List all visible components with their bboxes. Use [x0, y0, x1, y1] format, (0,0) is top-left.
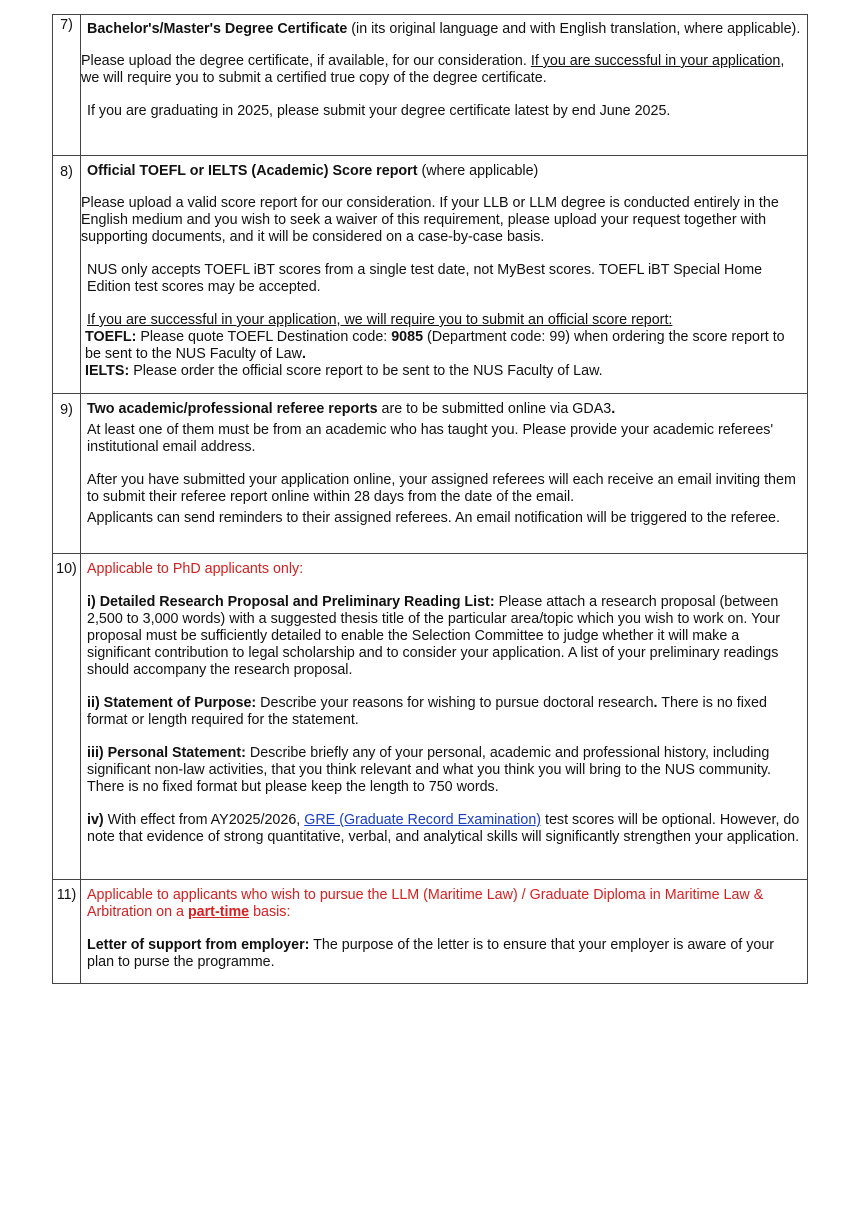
item-title: Two academic/professional referee reports: [87, 401, 378, 417]
employer-letter-item: [81, 937, 803, 971]
row-number: 10): [53, 554, 81, 880]
text: The purpose of the letter is to ensure that your employer is aware of your plan to purse the programme.: [87, 937, 775, 970]
ielts-label: IELTS:: [85, 363, 130, 379]
paragraph: NUS only accepts TOEFL iBT scores from a single test date, not MyBest scores. TOEFL iBT Special Home Edition test scores may be accepted.: [87, 262, 763, 295]
requirements-sheet: [52, 14, 808, 984]
requirement-row-7: [53, 15, 808, 156]
degree-certificate-title: [81, 21, 803, 38]
text: Please order the official score report to be sent to the NUS Faculty of Law.: [129, 363, 603, 379]
row-content: [81, 156, 808, 394]
requirements-table: [52, 14, 808, 984]
gre-item: [81, 812, 803, 846]
row-number: 7): [53, 15, 81, 156]
row-number: 8): [53, 156, 81, 394]
row-content: [81, 554, 808, 880]
paragraph: At least one of them must be from an academic who has taught you. Please provide your academic referees' institutional email address.: [87, 422, 774, 455]
text: Applicable to applicants who wish to pursue the LLM (Maritime Law) / Graduate Diploma in Maritime Law & Arbitration on a: [87, 887, 764, 920]
item-title-note: (in its original language and with English translation, where applicable).: [347, 21, 801, 37]
item-label: iii) Personal Statement:: [87, 745, 246, 761]
item-title: Official TOEFL or IELTS (Academic) Score report: [87, 163, 418, 179]
text: .: [301, 346, 306, 362]
item-label: Letter of support from employer:: [87, 937, 310, 953]
gre-link[interactable]: GRE (Graduate Record Examination): [304, 812, 542, 828]
maritime-heading: [81, 887, 803, 921]
paragraph: Applicants can send reminders to their assigned referees. An email notification will be triggered to the referee.: [87, 510, 780, 526]
text: (Department code: 99) when ordering the score report to be sent to the NUS Faculty of Law: [85, 329, 785, 362]
paragraph: Please upload a valid score report for our consideration. If your LLB or LLM degree is conducted entirely in the English medium and you wish to seek a waiver of this requirement, please upload your request together with supporting documents, and it will be considered on a case-by-case basis.: [81, 195, 779, 245]
paragraph: If you are graduating in 2025, please submit your degree certificate latest by end June 2025.: [87, 103, 671, 119]
requirement-row-9: [53, 394, 808, 554]
text: Describe your reasons for wishing to pursue doctoral research: [256, 695, 654, 711]
statement-of-purpose-item: [81, 695, 803, 729]
item-label: ii) Statement of Purpose:: [87, 695, 257, 711]
row-content: [81, 394, 808, 554]
paragraph: [81, 53, 803, 87]
personal-statement-item: [81, 745, 803, 796]
text: test scores will be optional. However, do note that evidence of strong quantitative, verbal, and analytical skills will significantly strengthen your application.: [87, 812, 800, 845]
text: , we will require you to submit a certified true copy of the degree certificate.: [81, 53, 785, 86]
ielts-instruction: [81, 363, 803, 380]
toefl-label: TOEFL:: [85, 329, 137, 345]
text: Describe briefly any of your personal, academic and professional history, including significant non-law activities, that you think relevant and what you think you will bring to the NUS community. There is no fixed format but please keep the length to 750 words.: [87, 745, 771, 795]
phd-heading: Applicable to PhD applicants only:: [87, 561, 304, 577]
text: Please attach a research proposal (between 2,500 to 3,000 words) with a suggested thesis title of the particular area/topic which you wish to work on. Your proposal must be sufficiently detailed to enable the Selection Committee to judge whether it will make a significant contribution to legal scholarship and to consider your application. A list of your preliminary readings should accompany the research proposal.: [87, 594, 780, 678]
toefl-instruction: [81, 329, 803, 363]
item-title-note: are to be submitted online via GDA3: [377, 401, 612, 417]
text: .: [653, 695, 658, 711]
item-title: Bachelor's/Master's Degree Certificate: [87, 21, 348, 37]
toefl-ielts-title: [81, 163, 803, 180]
paragraph: If you are successful in your application, we will require you to submit an official score report:: [87, 312, 673, 328]
requirement-row-8: [53, 156, 808, 394]
text: There is no fixed format or length required for the statement.: [87, 695, 767, 728]
text: .: [611, 401, 616, 417]
requirement-row-11: [53, 880, 808, 984]
research-proposal-item: [81, 594, 803, 679]
text: basis:: [249, 904, 291, 920]
part-time-emphasis: part-time: [187, 904, 250, 920]
paragraph: After you have submitted your application online, your assigned referees will each receive an email inviting them to submit their referee report online within 28 days from the date of the email.: [87, 472, 796, 505]
text: Please quote TOEFL Destination code:: [136, 329, 392, 345]
row-content: [81, 15, 808, 156]
referee-reports-title: [81, 401, 803, 418]
item-label: iv): [87, 812, 104, 828]
text: Please upload the degree certificate, if available, for our consideration.: [81, 53, 531, 69]
row-number: 9): [53, 394, 81, 554]
item-title-note: (where applicable): [417, 163, 539, 179]
toefl-destination-code: 9085: [391, 329, 424, 345]
item-label: i) Detailed Research Proposal and Preliminary Reading List:: [87, 594, 495, 610]
successful-note: If you are successful in your application: [530, 53, 781, 69]
text: With effect from AY2025/2026,: [103, 812, 305, 828]
row-content: [81, 880, 808, 984]
requirement-row-10: [53, 554, 808, 880]
row-number: 11): [53, 880, 81, 984]
